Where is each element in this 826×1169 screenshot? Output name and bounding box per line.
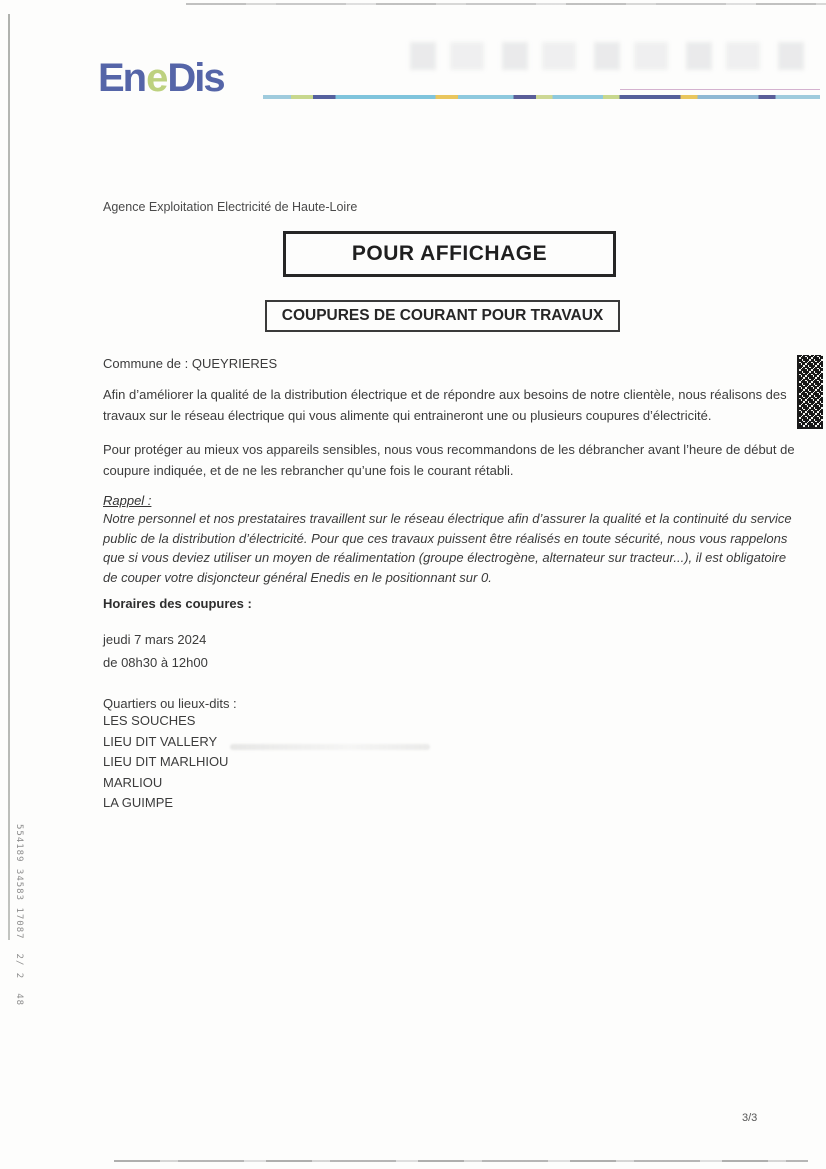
document-content [103,200,796,814]
logo-text-part1: En [98,56,146,100]
agency-name: Agence Exploitation Electricité de Haute-Loire [103,200,358,214]
side-print-code-part3: 48 [14,993,24,1007]
side-print-code-part1: 554189 34583 17087 [14,824,24,940]
ink-bleed-ghost-text [410,42,810,70]
rappel-label: Rappel : [103,493,152,508]
logo-text-part2: Dis [167,56,224,100]
enedis-logo [98,58,224,98]
brand-mosaic-pink-line [620,89,820,90]
horaires-label: Horaires des coupures : [103,596,252,611]
quartier-item: LES SOUCHES [103,713,196,728]
side-print-code-part2: 2/ 2 [14,953,24,980]
scan-artifact-top-line [186,3,826,5]
outage-time: de 08h30 à 12h00 [103,655,208,670]
rappel-paragraph: Notre personnel et nos prestataires travaillent sur le réseau électrique afin d’assurer la qualité et la continuité du service public de la distribution d’électricité. Pour que ces travaux puissent être réalisés en toute sécurité, nous vous rappelons que si vous deviez utiliser un moyen de réalimentation (groupe électrogène, alternateur sur tracteur...), il est obligatoire de couper votre disjoncteur général Enedis en le positionnant sur 0. [103,511,792,585]
quartier-item: LA GUIMPE [103,795,174,810]
side-print-code [14,824,24,1020]
scan-artifact-bottom-line [114,1160,808,1162]
commune-line: Commune de : QUEYRIERES [103,356,278,371]
quartier-item: LIEU DIT MARLHIOU [103,754,229,769]
logo-green-e: e [146,56,167,100]
advice-paragraph: Pour protéger au mieux vos appareils sensibles, nous vous recommandons de les débrancher avant l’heure de début de coupure indiquée, et de ne les rebrancher qu’une fois le courant rétabli. [103,442,795,478]
datamatrix-code [797,355,823,429]
outage-date: jeudi 7 mars 2024 [103,632,207,647]
intro-paragraph: Afin d’améliorer la qualité de la distribution électrique et de répondre aux besoins de notre clientèle, nous réalisons des travaux sur le réseau électrique qui vous alimente qui entraineront une ou plusieurs coupures d’électricité. [103,387,787,423]
coupures-banner: COUPURES DE COURANT POUR TRAVAUX [265,300,620,332]
affichage-banner: POUR AFFICHAGE [283,231,616,277]
brand-mosaic-line [263,95,820,99]
page-number: 3/3 [742,1112,758,1124]
quartier-item: MARLIOU [103,774,163,790]
scan-artifact-left-line [8,14,10,940]
quartier-item: LIEU DIT VALLERY [103,733,218,749]
quartiers-label: Quartiers ou lieux-dits : [103,696,237,711]
